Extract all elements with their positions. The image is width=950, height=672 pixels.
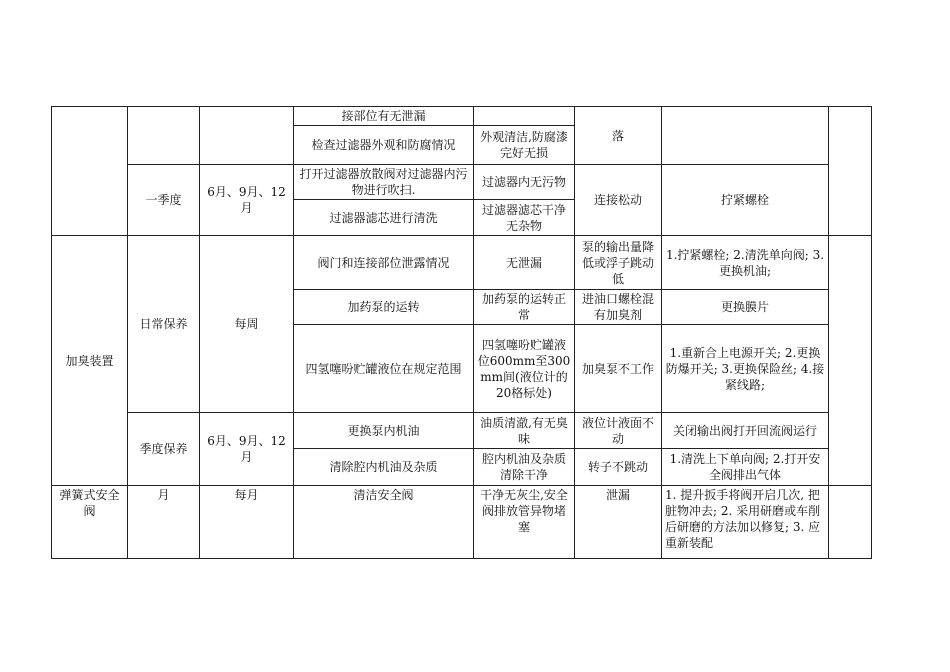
table-row <box>52 236 872 290</box>
table-row <box>52 165 872 200</box>
remark-cell-empty <box>829 236 872 486</box>
fault-cell: 连接松动 <box>575 165 662 236</box>
solution-cell: 1.清洗上下单向阀; 2.打开安全阀排出气体 <box>662 449 829 486</box>
item-cell: 更换泵内机油 <box>294 413 474 449</box>
standard-cell: 干净无灰尘,安全阀排放管异物堵塞 <box>474 486 575 559</box>
solution-cell: 1. 提升扳手将阀开启几次, 把脏物冲去; 2. 采用研磨或车削后研磨的方法加以修复; 3. 应重新装配 <box>662 486 829 559</box>
item-cell: 打开过滤器放散阀对过滤器内污物进行吹扫. <box>294 165 474 200</box>
item-cell: 接部位有无泄漏 <box>294 107 474 126</box>
standard-cell: 过滤器滤芯干净无杂物 <box>474 200 575 236</box>
maintenance-table <box>51 106 872 559</box>
type-cell: 季度保养 <box>128 413 200 486</box>
equipment-cell-empty <box>52 107 128 236</box>
solution-cell: 关闭输出阀打开回流阀运行 <box>662 413 829 449</box>
type-cell-empty <box>128 107 200 165</box>
standard-cell: 加药泵的运转正常 <box>474 290 575 325</box>
fault-cell: 进油口螺栓混有加臭剂 <box>575 290 662 325</box>
standard-cell: 无泄漏 <box>474 236 575 290</box>
period-cell-empty <box>200 107 294 165</box>
item-cell: 清洁安全阀 <box>294 486 474 559</box>
item-cell: 四氢噻吩贮罐液位在规定范围 <box>294 325 474 413</box>
period-cell: 每月 <box>200 486 294 559</box>
solution-cell: 拧紧螺栓 <box>662 165 829 236</box>
period-cell: 6月、9月、12月 <box>200 413 294 486</box>
standard-cell-empty <box>474 107 575 126</box>
item-cell: 阀门和连接部位泄露情况 <box>294 236 474 290</box>
remark-cell-empty <box>829 486 872 559</box>
type-cell: 一季度 <box>128 165 200 236</box>
remark-cell-empty <box>829 107 872 236</box>
item-cell: 清除腔内机油及杂质 <box>294 449 474 486</box>
fault-cell: 落 <box>575 107 662 165</box>
item-cell: 过滤器滤芯进行清洗 <box>294 200 474 236</box>
table-row <box>52 486 872 559</box>
equipment-cell: 加臭装置 <box>52 236 128 486</box>
fault-cell: 泵的输出量降低或浮子跳动低 <box>575 236 662 290</box>
standard-cell: 油质清澈,有无臭味 <box>474 413 575 449</box>
solution-cell: 1.拧紧螺栓; 2.清洗单向阀; 3.更换机油; <box>662 236 829 290</box>
item-cell: 检查过滤器外观和防腐情况 <box>294 126 474 165</box>
solution-cell-empty <box>662 107 829 165</box>
standard-cell: 四氢噻吩贮罐液位600mm至300mm间(液位计的20格标处) <box>474 325 575 413</box>
standard-cell: 过滤器内无污物 <box>474 165 575 200</box>
period-cell: 6月、9月、12月 <box>200 165 294 236</box>
fault-cell: 液位计液面不动 <box>575 413 662 449</box>
fault-cell: 转子不跳动 <box>575 449 662 486</box>
standard-cell: 腔内机油及杂质清除干净 <box>474 449 575 486</box>
table-row <box>52 107 872 126</box>
item-cell: 加药泵的运转 <box>294 290 474 325</box>
fault-cell: 加臭泵不工作 <box>575 325 662 413</box>
standard-cell: 外观清洁,防腐漆完好无损 <box>474 126 575 165</box>
solution-cell: 1.重新合上电源开关; 2.更换防爆开关; 3.更换保险丝; 4.接紧线路; <box>662 325 829 413</box>
period-cell: 每周 <box>200 236 294 413</box>
equipment-cell: 弹簧式安全阀 <box>52 486 128 559</box>
fault-cell: 泄漏 <box>575 486 662 559</box>
type-cell: 日常保养 <box>128 236 200 413</box>
table-row <box>52 413 872 449</box>
type-cell: 月 <box>128 486 200 559</box>
solution-cell: 更换膜片 <box>662 290 829 325</box>
